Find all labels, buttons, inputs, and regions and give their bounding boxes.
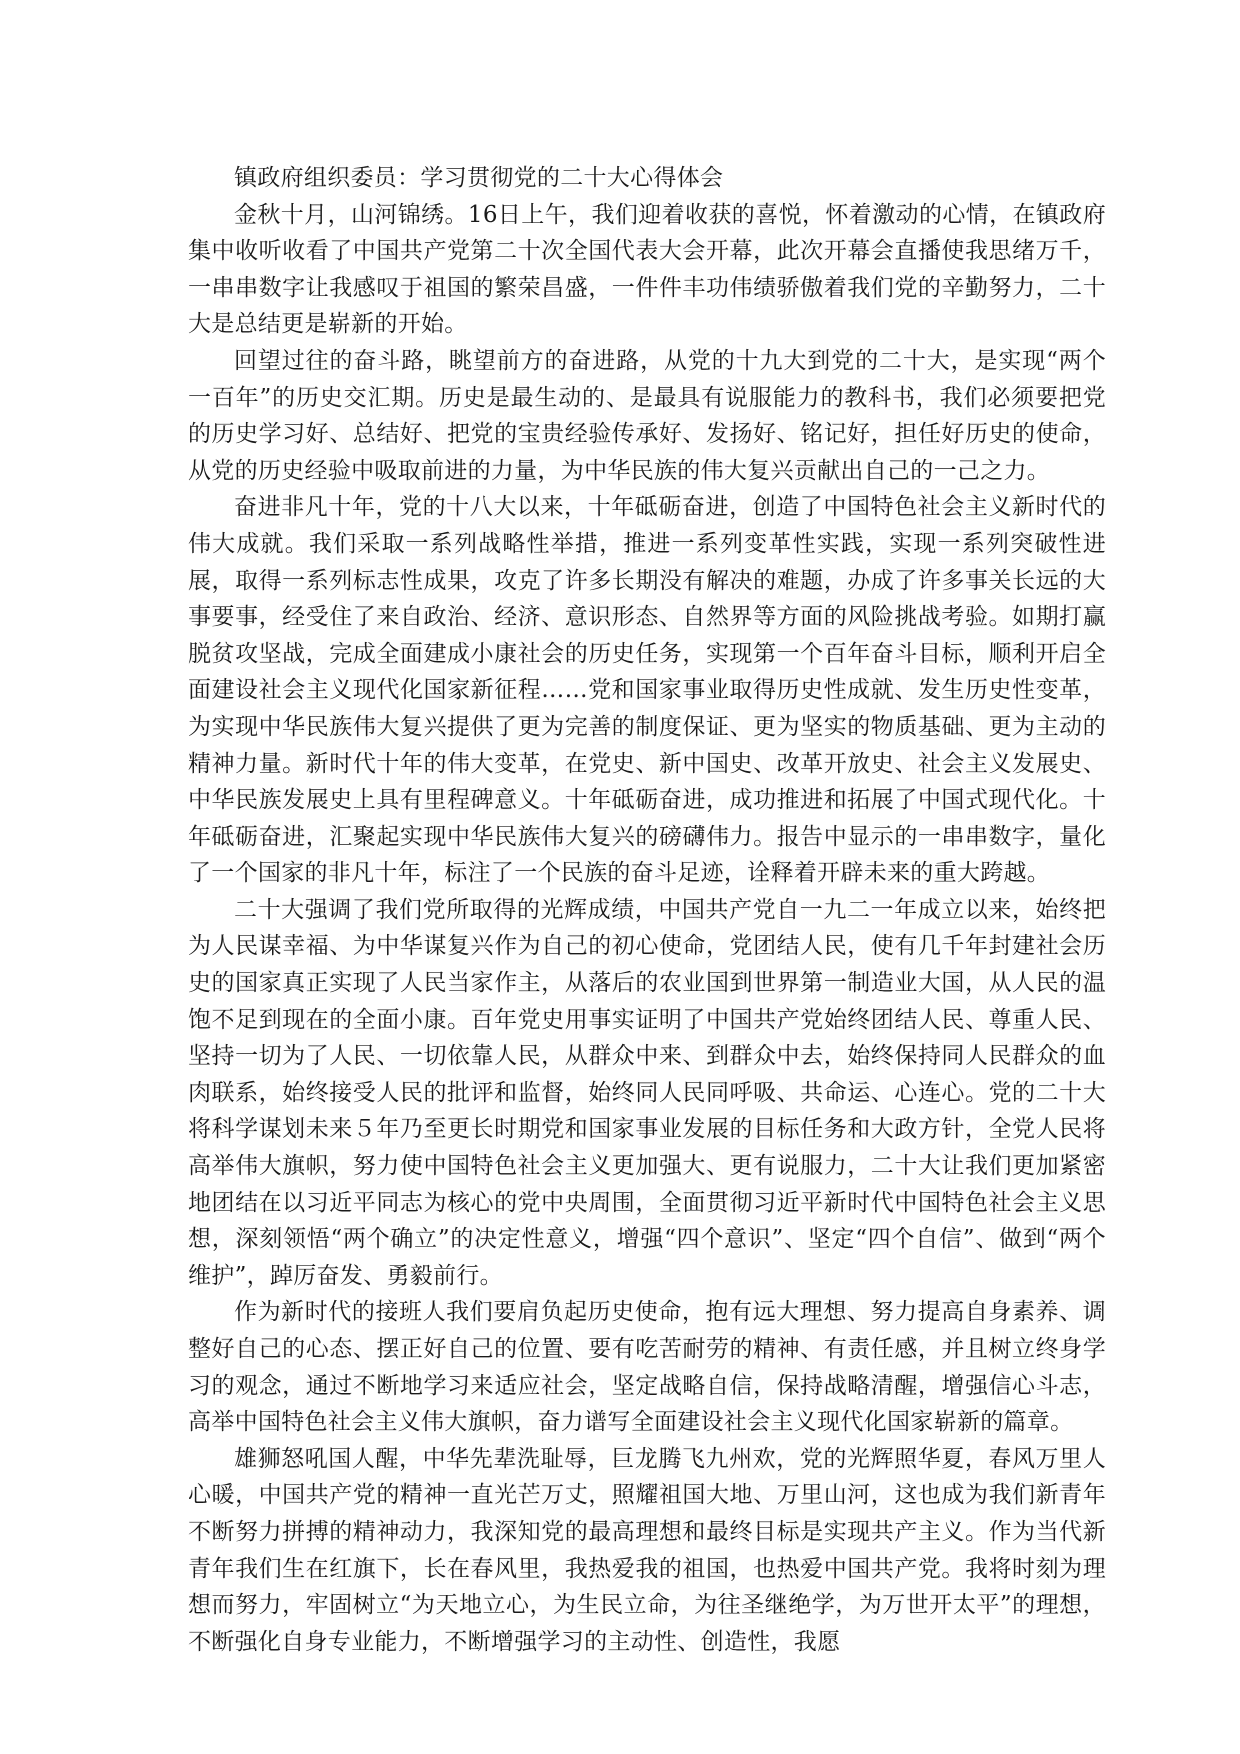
paragraph-5: 作为新时代的接班人我们要肩负起历史使命，抱有远大理想、努力提高自身素养、调整好自己的心态、摆正好自己的位置、要有吃苦耐劳的精神、有责任感，并且树立终身学习的观念，通过不断地学习来适应社会，坚定战略自信，保持战略清醒，增强信心斗志，高举中国特色社会主义伟大旗帜，奋力谱写全面建设社会主义现代化国家崭新的篇章。 bbox=[188, 1299, 1106, 1436]
paragraph-6: 雄狮怒吼国人醒，中华先辈洗耻辱，巨龙腾飞九州欢，党的光辉照华夏，春风万里人心暖，中国共产党的精神一直光芒万丈，照耀祖国大地、万里山河，这也成为我们新青年不断努力拼搏的精神动力，我深知党的最高理想和最终目标是实现共产主义。作为当代新青年我们生在红旗下，长在春风里，我热爱我的祖国，也热爱中国共产党。我将时刻为理想而努力，牢固树立“为天地立心，为生民立命，为往圣继绝学，为万世开太平”的理想，不断强化自身专业能力，不断增强学习的主动性、创造性，我愿 bbox=[188, 1445, 1106, 1655]
paragraph-2: 回望过往的奋斗路，眺望前方的奋进路，从党的十九大到党的二十大，是实现“两个一百年”的历史交汇期。历史是最生动的、是最具有说服能力的教科书，我们必须要把党的历史学习好、总结好、把党的宝贵经验传承好、发扬好、铭记好，担任好历史的使命，从党的历史经验中吸取前进的力量，为中华民族的伟大复兴贡献出自己的一己之力。 bbox=[188, 347, 1106, 484]
paragraph-1: 金秋十月，山河锦绣。16日上午，我们迎着收获的喜悦，怀着激动的心情，在镇政府集中收听收看了中国共产党第二十次全国代表大会开幕，此次开幕会直播使我思绪万千，一串串数字让我感叹于祖国的繁荣昌盛，一件件丰功伟绩骄傲着我们党的辛勤努力，二十大是总结更是崭新的开始。 bbox=[188, 201, 1106, 338]
document-page bbox=[188, 160, 1106, 1660]
document-title: 镇政府组织委员：学习贯彻党的二十大心得体会 bbox=[234, 165, 724, 191]
paragraph-4: 二十大强调了我们党所取得的光辉成绩，中国共产党自一九二一年成立以来，始终把为人民谋幸福、为中华谋复兴作为自己的初心使命，党团结人民，使有几千年封建社会历史的国家真正实现了人民当家作主，从落后的农业国到世界第一制造业大国，从人民的温饱不足到现在的全面小康。百年党史用事实证明了中国共产党始终团结人民、尊重人民、坚持一切为了人民、一切依靠人民，从群众中来、到群众中去，始终保持同人民群众的血肉联系，始终接受人民的批评和监督，始终同人民同呼吸、共命运、心连心。党的二十大将科学谋划未来５年乃至更长时期党和国家事业发展的目标任务和大政方针，全党人民将高举伟大旗帜，努力使中国特色社会主义更加强大、更有说服力，二十大让我们更加紧密地团结在以习近平同志为核心的党中央周围，全面贯彻习近平新时代中国特色社会主义思想，深刻领悟“两个确立”的决定性意义，增强“四个意识”、坚定“四个自信”、做到“两个维护”，踔厉奋发、勇毅前行。 bbox=[188, 896, 1106, 1289]
paragraph-3: 奋进非凡十年，党的十八大以来，十年砥砺奋进，创造了中国特色社会主义新时代的伟大成就。我们采取一系列战略性举措，推进一系列变革性实践，实现一系列突破性进展，取得一系列标志性成果，攻克了许多长期没有解决的难题，办成了许多事关长远的大事要事，经受住了来自政治、经济、意识形态、自然界等方面的风险挑战考验。如期打赢脱贫攻坚战，完成全面建成小康社会的历史任务，实现第一个百年奋斗目标，顺利开启全面建设社会主义现代化国家新征程……党和国家事业取得历史性成就、发生历史性变革，为实现中华民族伟大复兴提供了更为完善的制度保证、更为坚实的物质基础、更为主动的精神力量。新时代十年的伟大变革，在党史、新中国史、改革开放史、社会主义发展史、中华民族发展史上具有里程碑意义。十年砥砺奋进，成功推进和拓展了中国式现代化。十年砥砺奋进，汇聚起实现中华民族伟大复兴的磅礴伟力。报告中显示的一串串数字，量化了一个国家的非凡十年，标注了一个民族的奋斗足迹，诠释着开辟未来的重大跨越。 bbox=[188, 494, 1106, 887]
